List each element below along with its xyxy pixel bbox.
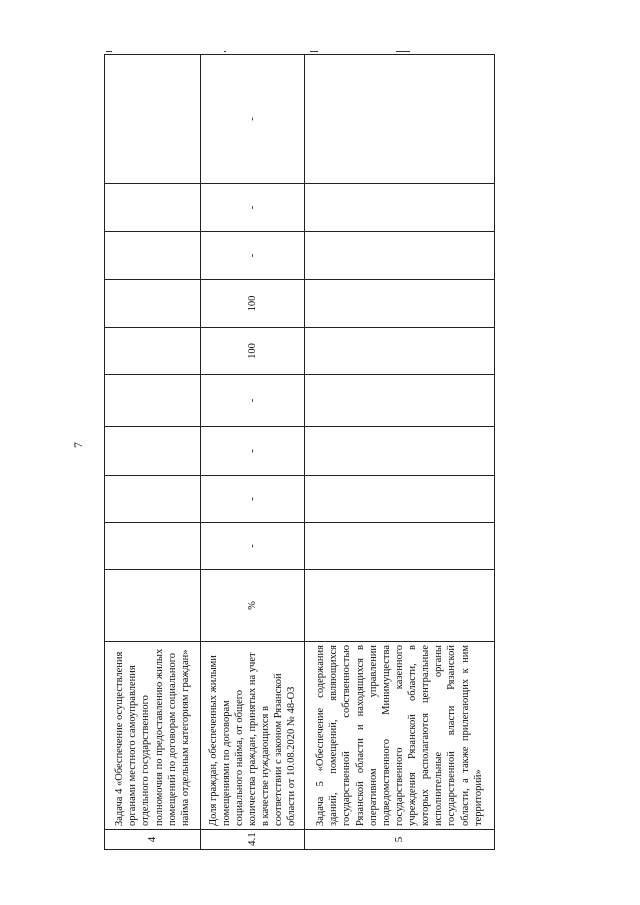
value-cell (305, 523, 495, 570)
value-cell (305, 328, 495, 375)
page-number: 7 (71, 442, 85, 448)
tick-mark (106, 51, 112, 52)
indicators-table (104, 54, 495, 850)
value-cell (305, 184, 495, 232)
value-cell (105, 523, 201, 570)
tick-mark (310, 51, 318, 52)
value-cell (105, 232, 201, 280)
value-cell (305, 427, 495, 476)
value-cell: - (201, 523, 305, 570)
value-cell: - (201, 375, 305, 427)
value-cell (305, 55, 495, 184)
value-cell: - (201, 427, 305, 476)
row-number: 5 (305, 830, 495, 850)
row-description: Задача 5 «Обеспечение содержания зданий, помещений, являющихся государственной собственностью Рязанской области и находящихся в оперативном управлении подведомственного Минимущества государственного казенного учреждения Рязанской области, в которых располагаются центральные исполнительные органы государственной власти Рязанской области, а также прилегающих к ним территорий» (305, 642, 495, 830)
value-cell (105, 280, 201, 328)
value-cell: 100 (201, 280, 305, 328)
value-cell (105, 476, 201, 523)
value-cell (305, 280, 495, 328)
unit-cell (305, 570, 495, 642)
value-cell: - (201, 476, 305, 523)
row-number: 4.1 (201, 830, 305, 850)
value-cell (105, 328, 201, 375)
table-row (201, 55, 305, 850)
unit-cell (105, 570, 201, 642)
value-cell (105, 375, 201, 427)
value-cell (305, 232, 495, 280)
value-cell (105, 55, 201, 184)
value-cell (305, 375, 495, 427)
value-cell: - (201, 55, 305, 184)
unit-cell: % (201, 570, 305, 642)
row-description: Доля граждан, обеспеченных жилыми помещениями по договорам социального найма, от общего количества граждан, принятых на учет в качестве нуждающихся в соответствии с законом Рязанской области от 10.08.2020 № 48-ОЗ (201, 642, 305, 830)
value-cell: 100 (201, 328, 305, 375)
rotated-table-sheet (104, 55, 494, 850)
row-description: Задача 4 «Обеспечение осуществления органами местного самоуправления отдельного государственного полномочия по предоставлению жилых помещений по договорам социального найма отдельным категориям граждан» (105, 642, 201, 830)
table-row (105, 55, 201, 850)
value-cell: - (201, 184, 305, 232)
row-number: 4 (105, 830, 201, 850)
value-cell: - (201, 232, 305, 280)
table-row (305, 55, 495, 850)
value-cell (305, 476, 495, 523)
tick-mark (224, 51, 226, 52)
value-cell (105, 427, 201, 476)
tick-mark (396, 51, 410, 52)
value-cell (105, 184, 201, 232)
